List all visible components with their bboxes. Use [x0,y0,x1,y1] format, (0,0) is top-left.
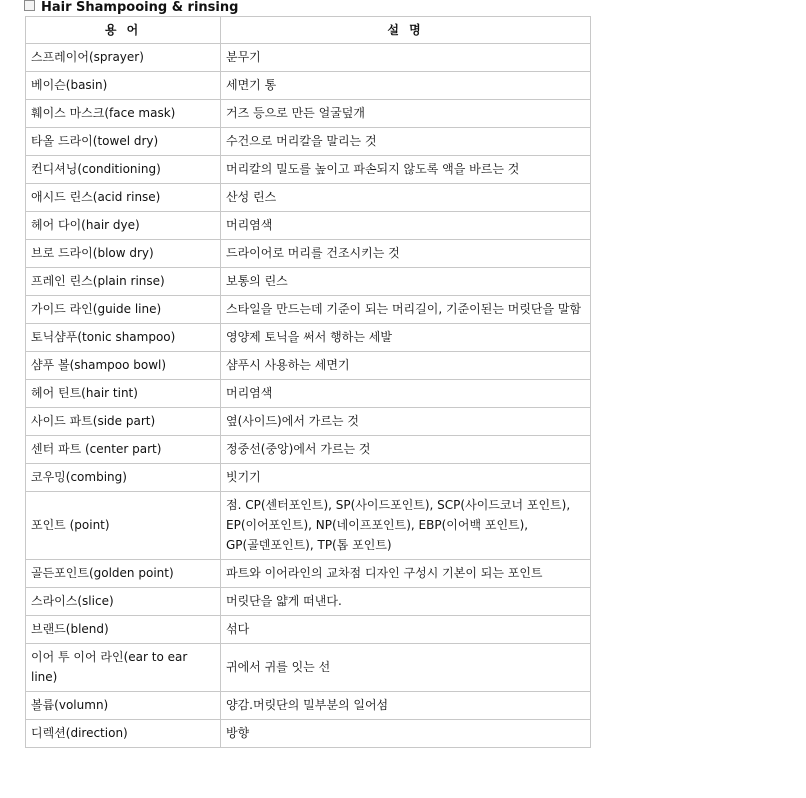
table-row [26,324,591,352]
description-cell: 머릿단을 얇게 떠낸다. [221,588,591,616]
term-cell: 컨디셔닝(conditioning) [26,156,221,184]
term-cell: 스라이스(slice) [26,588,221,616]
term-cell: 코우밍(combing) [26,464,221,492]
table-row [26,380,591,408]
section-title: Hair Shampooing & rinsing [41,0,239,15]
table-row [26,44,591,72]
term-cell: 애시드 린스(acid rinse) [26,184,221,212]
table-row [26,492,591,560]
table-row [26,100,591,128]
description-cell: 점. CP(센터포인트), SP(사이드포인트), SCP(사이드코너 포인트), EP(이어포인트), NP(네이프포인트), EBP(이어백 포인트), GP(골덴포인트), TP(톱 포인트) [221,492,591,560]
term-cell: 스프레이어(sprayer) [26,44,221,72]
description-cell: 머리염색 [221,212,591,240]
term-cell: 사이드 파트(side part) [26,408,221,436]
term-cell: 브로 드라이(blow dry) [26,240,221,268]
description-cell: 드라이어로 머리를 건조시키는 것 [221,240,591,268]
table-header-row [26,17,591,44]
terms-table [25,16,591,748]
section-heading [24,0,238,15]
table-row [26,268,591,296]
term-cell: 헤어 틴트(hair tint) [26,380,221,408]
description-cell: 샴푸시 사용하는 세면기 [221,352,591,380]
table-row [26,156,591,184]
description-cell: 파트와 이어라인의 교차점 디자인 구성시 기본이 되는 포인트 [221,560,591,588]
description-cell: 섞다 [221,616,591,644]
description-cell: 머리칼의 밀도를 높이고 파손되지 않도록 액을 바르는 것 [221,156,591,184]
table-row [26,212,591,240]
table-row [26,692,591,720]
table-row [26,296,591,324]
term-cell: 이어 투 이어 라인(ear to ear line) [26,644,221,692]
term-cell: 타올 드라이(towel dry) [26,128,221,156]
term-cell: 센터 파트 (center part) [26,436,221,464]
description-cell: 방향 [221,720,591,748]
description-cell: 보통의 린스 [221,268,591,296]
table-row [26,720,591,748]
description-cell: 스타일을 만드는데 기준이 되는 머리길이, 기준이된는 머릿단을 말함 [221,296,591,324]
table-row [26,588,591,616]
term-cell: 가이드 라인(guide line) [26,296,221,324]
description-cell: 산성 린스 [221,184,591,212]
term-cell: 디렉션(direction) [26,720,221,748]
description-cell: 거즈 등으로 만든 얼굴덮개 [221,100,591,128]
description-cell: 수건으로 머리칼을 말리는 것 [221,128,591,156]
term-cell: 골든포인트(golden point) [26,560,221,588]
table-row [26,240,591,268]
description-cell: 세면기 통 [221,72,591,100]
term-cell: 토닉샴푸(tonic shampoo) [26,324,221,352]
description-cell: 귀에서 귀를 잇는 선 [221,644,591,692]
table-row [26,128,591,156]
description-cell: 옆(사이드)에서 가르는 것 [221,408,591,436]
table-row [26,352,591,380]
header-description: 설 명 [221,17,591,44]
table-row [26,560,591,588]
description-cell: 양감.머릿단의 밀부분의 일어섬 [221,692,591,720]
description-cell: 영양제 토닉을 써서 행하는 세발 [221,324,591,352]
table-row [26,184,591,212]
term-cell: 브랜드(blend) [26,616,221,644]
term-cell: 샴푸 볼(shampoo bowl) [26,352,221,380]
term-cell: 헤어 다이(hair dye) [26,212,221,240]
term-cell: 볼륨(volumn) [26,692,221,720]
description-cell: 머리염색 [221,380,591,408]
description-cell: 정중선(중앙)에서 가르는 것 [221,436,591,464]
term-cell: 포인트 (point) [26,492,221,560]
table-row [26,644,591,692]
table-row [26,408,591,436]
table-row [26,72,591,100]
checkbox-icon [24,0,35,11]
term-cell: 프레인 린스(plain rinse) [26,268,221,296]
table-row [26,464,591,492]
table-row [26,616,591,644]
description-cell: 분무기 [221,44,591,72]
description-cell: 빗기기 [221,464,591,492]
term-cell: 훼이스 마스크(face mask) [26,100,221,128]
table-row [26,436,591,464]
header-term: 용 어 [26,17,221,44]
term-cell: 베이슨(basin) [26,72,221,100]
